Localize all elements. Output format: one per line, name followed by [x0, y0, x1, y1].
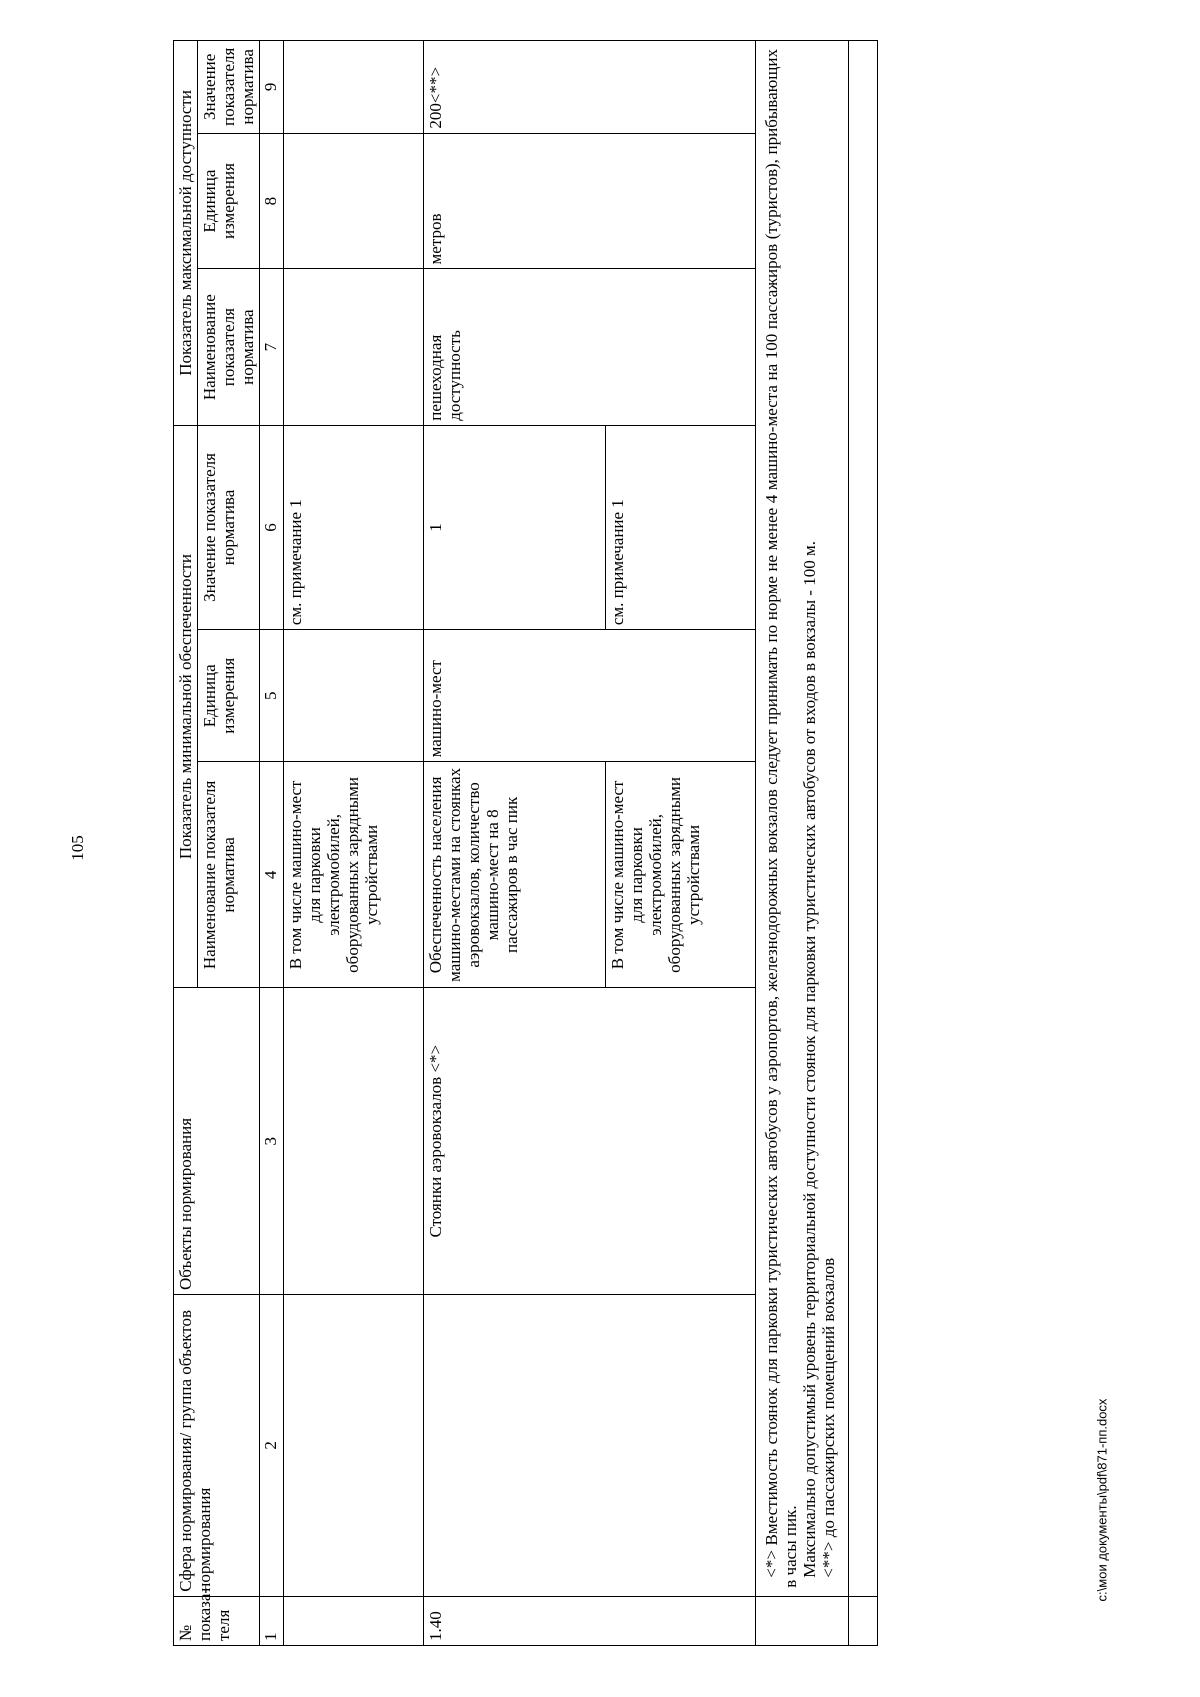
- column-number: 2: [260, 1294, 284, 1596]
- notes-cell: [755, 41, 848, 1597]
- row-min-unit: [283, 630, 423, 762]
- row-min-value: см. примечание 1: [283, 425, 423, 629]
- column-number: 8: [260, 133, 284, 269]
- header-min-value: Значение показателя норматива: [198, 425, 260, 629]
- row-max-unit: [283, 133, 423, 269]
- note-airport-parking: <*> Вместимость стоянок для парковки туристических автобусов у аэропортов, железнодорожных вокзалов следует принимать по норме не менее 4 машино-места на 100 пассажиров (туристов), прибывающих в часы пик.: [761, 49, 800, 1588]
- row-sphere: [423, 1294, 755, 1596]
- column-number: 7: [260, 269, 284, 425]
- column-number: 9: [260, 41, 284, 134]
- header-object: Объекты нормирования: [174, 988, 260, 1295]
- header-max-value: Значение показателя норматива: [198, 41, 260, 134]
- norms-table: [173, 40, 878, 1646]
- row-max-value: 200<**>: [423, 41, 755, 134]
- column-number: 3: [260, 988, 284, 1295]
- row-object: Стоянки аэровокзалов <*>: [423, 988, 755, 1295]
- file-path: c:\мои документы\pdf\871-пп.docx: [1094, 1398, 1110, 1602]
- tail-spacer: [848, 1596, 877, 1645]
- page-number: 105: [68, 835, 87, 861]
- header-min-name: Наименование показателя норматива: [198, 762, 260, 988]
- column-number: 5: [260, 630, 284, 762]
- row-min-unit: машино-мест: [423, 630, 755, 762]
- row-num: 1.40: [423, 1596, 755, 1645]
- row-sphere: [283, 1294, 423, 1596]
- column-number: 1: [260, 1596, 284, 1645]
- header-min-unit: Единица измерения: [198, 630, 260, 762]
- table-row: [423, 41, 605, 1646]
- row-num: [283, 1596, 423, 1645]
- row-min-value: 1: [423, 425, 605, 629]
- row-max-name: [283, 269, 423, 425]
- row-min-name: Обеспеченность населения машино-местами на стоянках аэровокзалов, количество машино-мест на 8 пассажиров в час пик: [423, 762, 605, 988]
- tail-row: [848, 41, 877, 1646]
- header-row-1: [174, 41, 198, 1646]
- row-max-unit: метров: [423, 133, 755, 269]
- header-max-unit: Единица измерения: [198, 133, 260, 269]
- header-max-group: Показатель максимальной доступности: [174, 41, 198, 426]
- notes-spacer: [755, 1596, 848, 1645]
- note-max-access: Максимально допустимый уровень территориальной доступности стоянок для парковки туристических автобусов от входов в вокзалы - 100 м.: [799, 541, 819, 1578]
- row-min-name: В том числе машино-мест для парковки электромобилей, оборудованных зарядными устройствами: [283, 762, 423, 988]
- notes-row: [755, 41, 848, 1646]
- header-max-name: Наименование показателя норматива: [198, 269, 260, 425]
- row-min-name: В том числе машино-мест для парковки электромобилей, оборудованных зарядными устройствами: [605, 762, 755, 988]
- note-passenger-rooms: <**> до пассажирских помещений вокзалов: [818, 1257, 838, 1578]
- column-number-row: [260, 41, 284, 1646]
- column-number: 6: [260, 425, 284, 629]
- landscape-page: [173, 40, 1007, 1646]
- header-sphere: Сфера нормирования/ группа объектов нормирования: [174, 1294, 260, 1596]
- header-min-group: Показатель минимальной обеспеченности: [174, 425, 198, 988]
- row-max-name: пешеходная доступность: [423, 269, 755, 425]
- table-row: [283, 41, 423, 1646]
- row-min-value: см. примечание 1: [605, 425, 755, 629]
- tail-cell: [848, 41, 877, 1597]
- column-number: 4: [260, 762, 284, 988]
- row-max-value: [283, 41, 423, 134]
- header-num: № показа-теля: [174, 1596, 260, 1645]
- row-object: [283, 988, 423, 1295]
